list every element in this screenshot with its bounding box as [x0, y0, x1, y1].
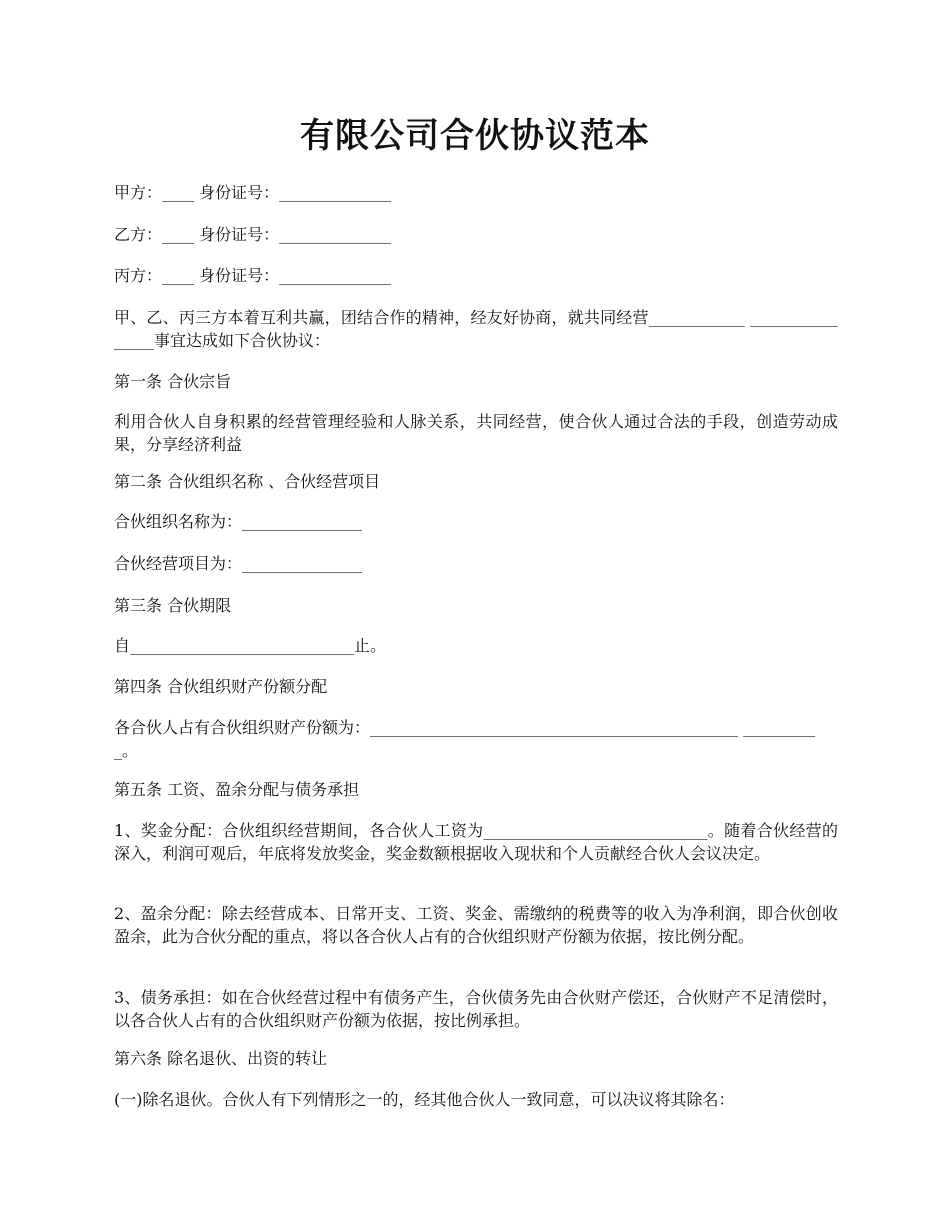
party-a-line: 甲方：____ 身份证号：______________ — [114, 183, 392, 202]
debt-item: 3、债务承担：如在合伙经营过程中有债务产生，合伙债务先由合伙财产偿还，合伙财产不足清偿时，以各合伙人占有的合伙组织财产份额为依据，按比例承担。 — [114, 988, 838, 1030]
article5-heading: 第五条 工资、盈余分配与债务承担 — [114, 780, 360, 799]
expulsion-item: (一)除名退伙。合伙人有下列情形之一的，经其他合伙人一致同意，可以决议将其除名： — [114, 1090, 735, 1109]
article1-body: 利用合伙人自身积累的经营管理经验和人脉关系，共同经营，使合伙人通过合法的手段，创造劳动成果，分享经济利益 — [114, 412, 838, 454]
intro-paragraph: 甲、乙、丙三方本着互利共赢，团结合作的精神，经友好协商，就共同经营____________ ________________事宜达成如下合伙协议： — [114, 308, 838, 350]
article3-heading: 第三条 合伙期限 — [114, 596, 232, 615]
party-b-line: 乙方：____ 身份证号：______________ — [114, 225, 392, 244]
surplus-item: 2、盈余分配：除去经营成本、日常开支、工资、奖金、需缴纳的税费等的收入为净利润，即合伙创收盈余，此为合伙分配的重点，将以各合伙人占有的合伙组织财产份额为依据，按比例分配。 — [114, 904, 838, 946]
party-c-line: 丙方：____ 身份证号：______________ — [114, 266, 392, 285]
bonus-item: 1、奖金分配：合伙组织经营期间，各合伙人工资为____________________________。随着合伙经营的深入，利润可观后，年底将发放奖金，奖金数额根据收入现状和个人贡献经合伙人会议决定。 — [114, 821, 838, 863]
article1-heading: 第一条 合伙宗旨 — [114, 372, 232, 391]
document-title: 有限公司合伙协议范本 — [300, 116, 650, 156]
article4-heading: 第四条 合伙组织财产份额分配 — [114, 677, 328, 696]
article2-heading: 第二条 合伙组织名称 、合伙经营项目 — [114, 472, 381, 491]
article6-heading: 第六条 除名退伙、出资的转让 — [114, 1049, 328, 1068]
org-name-line: 合伙组织名称为：_______________ — [114, 512, 363, 531]
article3-body: 自____________________________止。 — [114, 636, 387, 655]
article4-body: 各合伙人占有合伙组织财产份额为：______________________________________________ __________。 — [114, 718, 816, 760]
project-line: 合伙经营项目为：_______________ — [114, 554, 363, 573]
